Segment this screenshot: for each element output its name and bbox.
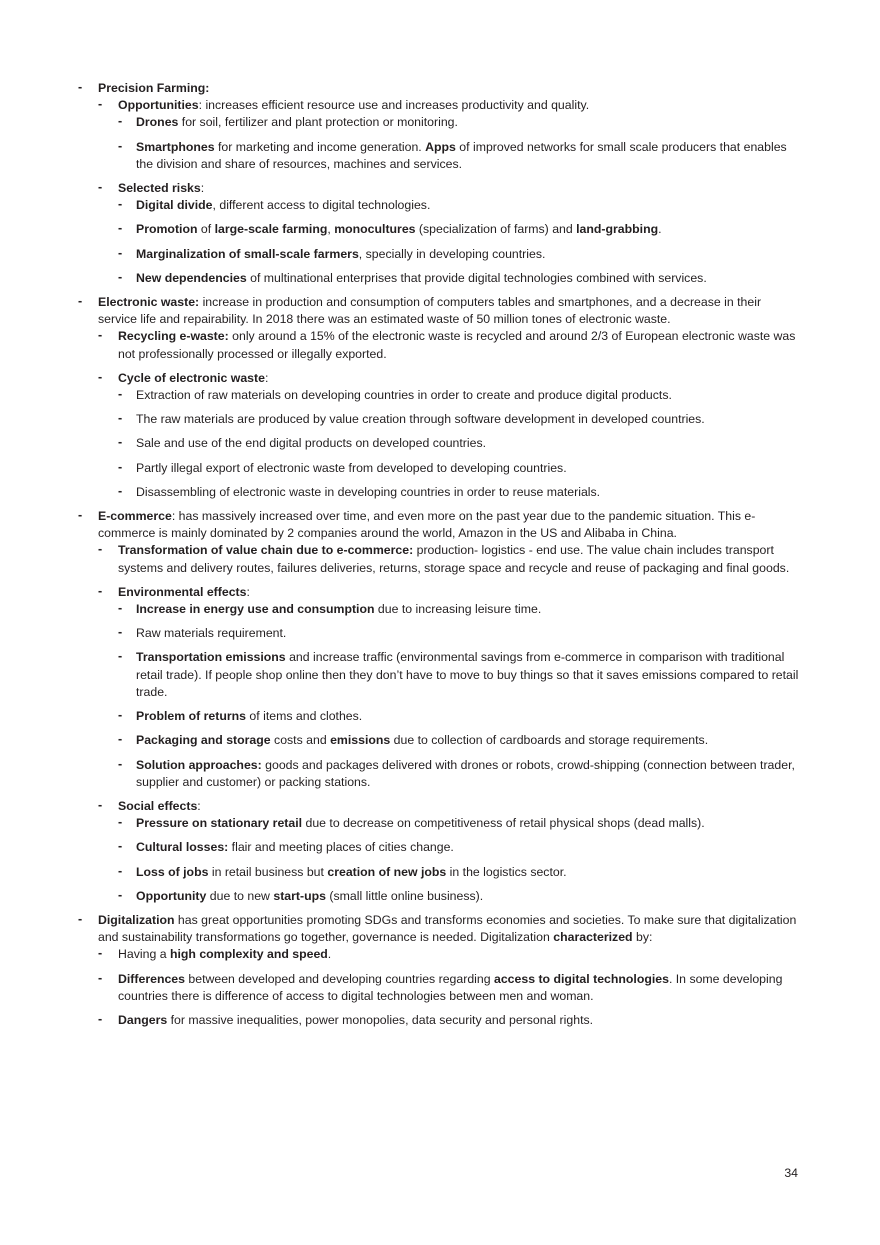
outline-sublist-level-2: [98, 97, 800, 287]
outline-item-disassembling: [118, 484, 800, 501]
body-text: of multinational enterprises that provide digital technologies combined with services.: [246, 270, 707, 285]
outline-item-transportation-emissions: [118, 649, 800, 701]
outline-item-transformation-value-chain: [98, 542, 800, 576]
outline-item-text: [136, 460, 800, 477]
dash-bullet-icon: -: [118, 138, 123, 153]
dash-bullet-icon: -: [98, 797, 103, 812]
dash-bullet-icon: -: [118, 221, 123, 236]
outline-item-text: [136, 708, 800, 725]
body-text: , specially in developing countries.: [358, 246, 546, 261]
emphasis-text: Problem of returns: [136, 709, 247, 724]
emphasis-text: Differences: [118, 971, 185, 986]
emphasis-text: Dangers: [118, 1012, 168, 1027]
page-number: 34: [784, 1166, 798, 1180]
body-text: :: [264, 370, 269, 385]
body-text: Sale and use of the end digital products on developed countries.: [136, 436, 487, 451]
outline-item-text: [118, 1012, 800, 1029]
outline-item-increase-energy-use: [118, 601, 800, 618]
outline-item-text: [136, 411, 800, 428]
emphasis-text: Promotion: [136, 222, 198, 237]
dash-bullet-icon: -: [98, 369, 103, 384]
body-text: Extraction of raw materials on developing countries in order to create and produce digital products.: [136, 388, 672, 403]
emphasis-text: Opportunity: [136, 888, 207, 903]
outline-item-text: [118, 180, 800, 197]
outline-sublist-level-2: [98, 328, 800, 501]
body-text: of items and clothes.: [246, 709, 363, 724]
dash-bullet-icon: -: [118, 601, 123, 616]
outline-item-text: [118, 328, 800, 362]
body-text: increase in production and consumption of computers tables and smartphones, and a decrease in their service life and repairability. In 2018 there was an estimated waste of 50 million tones of electronic waste.: [98, 295, 762, 327]
dash-bullet-icon: -: [118, 197, 123, 212]
emphasis-text: land-grabbing: [576, 222, 659, 237]
body-text: due to new: [206, 888, 274, 903]
emphasis-text: Pressure on stationary retail: [136, 816, 303, 831]
dash-bullet-icon: -: [78, 911, 83, 926]
emphasis-text: Solution approaches:: [136, 757, 262, 772]
emphasis-text: Social effects: [118, 798, 198, 813]
outline-item-smartphones: [118, 139, 800, 173]
outline-item-electronic-waste: [78, 294, 800, 501]
outline-item-partly-illegal-export: [118, 460, 800, 477]
emphasis-text: Selected risks: [118, 181, 201, 196]
body-text: ,: [327, 222, 335, 237]
body-text: Disassembling of electronic waste in developing countries in order to reuse materials.: [136, 484, 601, 499]
dash-bullet-icon: -: [118, 435, 123, 450]
body-text: .: [658, 222, 662, 237]
dash-bullet-icon: -: [118, 732, 123, 747]
emphasis-text: Opportunities: [118, 98, 199, 113]
emphasis-text: large-scale farming: [214, 222, 328, 237]
outline-item-text: [136, 864, 800, 881]
body-text: for massive inequalities, power monopolies, data security and personal rights.: [167, 1012, 594, 1027]
dash-bullet-icon: -: [118, 114, 123, 129]
body-text: Raw materials requirement.: [136, 626, 287, 641]
outline-item-sale-and-use: [118, 435, 800, 452]
emphasis-text: Drones: [136, 115, 179, 130]
dash-bullet-icon: -: [78, 294, 83, 309]
emphasis-text: Electronic waste:: [98, 295, 200, 310]
outline-item-text: [136, 601, 800, 618]
emphasis-text: Transportation emissions: [136, 650, 286, 665]
dash-bullet-icon: -: [118, 625, 123, 640]
emphasis-text: Digital divide: [136, 198, 213, 213]
body-text: , different access to digital technologies.: [212, 198, 431, 213]
outline-item-differences-developed-developing: [98, 971, 800, 1005]
emphasis-text: Increase in energy use and consumption: [136, 602, 375, 617]
body-text: .: [327, 947, 332, 962]
dash-bullet-icon: -: [78, 80, 83, 94]
outline-item-text: [98, 508, 800, 542]
body-text: :: [200, 181, 205, 196]
outline-item-text: [98, 912, 800, 946]
body-text: for soil, fertilizer and plant protection or monitoring.: [178, 115, 458, 130]
dash-bullet-icon: -: [98, 970, 103, 985]
emphasis-text: Marginalization of small-scale farmers: [136, 246, 359, 261]
outline-item-text: [118, 542, 800, 576]
outline-item-text: [118, 798, 800, 815]
emphasis-text: New dependencies: [136, 270, 247, 285]
body-text: goods and packages delivered with drones or robots, crowd-shipping (connection between trader, supplier and customer) or packing stations.: [136, 757, 795, 789]
dash-bullet-icon: -: [118, 815, 123, 830]
body-text: :: [246, 584, 250, 599]
body-text: (small little online business).: [325, 888, 484, 903]
body-text: Partly illegal export of electronic waste from developed to developing countries.: [136, 460, 567, 475]
outline-item-precision-farming: [78, 80, 800, 287]
outline-item-cycle-of-electronic-waste: [98, 370, 800, 501]
emphasis-text: monocultures: [334, 222, 416, 237]
outline-item-promotion: [118, 221, 800, 238]
outline-sublist-level-3: [118, 815, 800, 905]
outline-item-text: [98, 294, 800, 328]
body-text: in retail business but: [208, 864, 328, 879]
emphasis-text: high complexity and speed: [169, 947, 328, 962]
body-text: has great opportunities promoting SDGs and transforms economies and societies. To make sure that digitalization and sustainability transformations go together, governance is needed. Digitalization: [98, 912, 797, 945]
dash-bullet-icon: -: [118, 245, 123, 260]
outline-item-text: [118, 370, 800, 387]
outline-item-text: [136, 387, 800, 404]
outline-item-text: [136, 815, 800, 832]
outline-list: [78, 80, 800, 1029]
dash-bullet-icon: -: [118, 839, 123, 854]
dash-bullet-icon: -: [118, 483, 123, 498]
body-text: due to increasing leisure time.: [374, 602, 542, 617]
outline-item-environmental-effects: [98, 584, 800, 791]
body-text: . In some developing countries there is difference of access to digital technologies between men and woman.: [118, 971, 783, 1003]
dash-bullet-icon: -: [118, 887, 123, 902]
dash-bullet-icon: -: [118, 411, 123, 426]
outline-item-text: [136, 888, 800, 905]
outline-item-text: [136, 270, 800, 287]
outline-item-raw-materials-requirement: [118, 625, 800, 642]
outline-item-drones: [118, 114, 800, 131]
outline-item-extraction-raw-materials: [118, 387, 800, 404]
outline-item-high-complexity-and-speed: [98, 946, 800, 963]
body-text: (specialization of farms) and: [415, 222, 577, 237]
outline-item-selected-risks: [98, 180, 800, 287]
body-text: The raw materials are produced by value creation through software development in developed countries.: [136, 412, 705, 427]
outline-sublist-level-3: [118, 387, 800, 501]
outline-content: [78, 80, 800, 1036]
dash-bullet-icon: -: [118, 863, 123, 878]
dash-bullet-icon: -: [98, 97, 103, 112]
body-text: production- logistics - end use. The value chain includes transport systems and delivery routes, failures deliveries, returns, storage space and recycle and reuse of packaging and final goods.: [118, 543, 790, 575]
dash-bullet-icon: -: [118, 649, 123, 664]
outline-item-text: [118, 584, 800, 601]
outline-item-marginalization: [118, 246, 800, 263]
outline-item-opportunity-start-ups: [118, 888, 800, 905]
outline-item-text: [136, 625, 800, 642]
outline-item-dangers: [98, 1012, 800, 1029]
dash-bullet-icon: -: [98, 1011, 103, 1026]
dash-bullet-icon: -: [98, 946, 103, 961]
outline-item-loss-of-jobs: [118, 864, 800, 881]
dash-bullet-icon: -: [98, 328, 103, 343]
outline-item-digital-divide: [118, 197, 800, 214]
outline-sublist-level-2: [98, 946, 800, 1029]
emphasis-text: Cycle of electronic waste: [118, 370, 265, 385]
outline-item-text: [136, 435, 800, 452]
outline-item-text: [136, 114, 800, 131]
outline-item-text: [136, 221, 800, 238]
outline-item-solution-approaches: [118, 757, 800, 791]
dash-bullet-icon: -: [118, 756, 123, 771]
body-text: : increases efficient resource use and increases productivity and quality.: [198, 98, 590, 113]
emphasis-text: Recycling e-waste:: [118, 329, 229, 344]
outline-sublist-level-3: [118, 601, 800, 791]
emphasis-text: Loss of jobs: [136, 864, 209, 879]
outline-item-text: [136, 197, 800, 214]
dash-bullet-icon: -: [78, 508, 83, 523]
dash-bullet-icon: -: [118, 708, 123, 723]
emphasis-text: characterized: [553, 930, 633, 945]
outline-sublist-level-3: [118, 114, 800, 173]
outline-item-text: [136, 839, 800, 856]
body-text: between developed and developing countries regarding: [184, 971, 494, 986]
outline-item-new-dependencies: [118, 270, 800, 287]
body-text: flair and meeting places of cities change.: [228, 840, 454, 855]
emphasis-text: Smartphones: [136, 139, 215, 154]
outline-item-digitalization: [78, 912, 800, 1029]
emphasis-text: start-ups: [273, 888, 326, 903]
emphasis-text: emissions: [330, 733, 391, 748]
outline-item-text: [98, 80, 800, 97]
outline-item-e-commerce: [78, 508, 800, 905]
emphasis-text: Environmental effects: [118, 584, 247, 599]
emphasis-text: Packaging and storage: [136, 733, 271, 748]
emphasis-text: Transformation of value chain due to e-commerce:: [118, 543, 414, 558]
outline-item-text: [136, 757, 800, 791]
body-text: of: [197, 222, 215, 237]
body-text: Having a: [118, 947, 170, 962]
dash-bullet-icon: -: [118, 387, 123, 402]
body-text: and increase traffic (environmental savings from e-commerce in comparison with traditional retail trade). If people shop online then they don’t have to move to buy things so that it saves emissions compared to retail trade.: [136, 650, 799, 699]
outline-item-text: [136, 649, 800, 701]
body-text: only around a 15% of the electronic waste is recycled and around 2/3 of European electronic waste was not professionally processed or illegally exported.: [118, 329, 796, 361]
outline-item-problem-of-returns: [118, 708, 800, 725]
body-text: :: [197, 798, 201, 813]
outline-item-pressure-stationary-retail: [118, 815, 800, 832]
outline-item-cultural-losses: [118, 839, 800, 856]
dash-bullet-icon: -: [98, 583, 103, 598]
emphasis-text: creation of new jobs: [327, 864, 447, 879]
body-text: : has massively increased over time, and even more on the past year due to the pandemic situation. This e-commerce is mainly dominated by 2 companies around the world, Amazon in the US and Alibaba in China.: [98, 509, 756, 541]
outline-item-recycling-e-waste: [98, 328, 800, 362]
outline-item-text: [136, 732, 800, 749]
emphasis-text: Precision Farming:: [98, 81, 210, 95]
body-text: by:: [632, 930, 653, 945]
dash-bullet-icon: -: [98, 180, 103, 195]
outline-item-text: [118, 971, 800, 1005]
outline-item-text: [136, 484, 800, 501]
outline-sublist-level-2: [98, 542, 800, 904]
body-text: of improved networks for small scale producers that enables the division and share of resources, machines and services.: [136, 139, 787, 171]
emphasis-text: Digitalization: [98, 912, 175, 927]
emphasis-text: access to digital technologies: [494, 971, 669, 986]
body-text: due to decrease on competitiveness of retail physical shops (dead malls).: [302, 816, 705, 831]
outline-item-text: [136, 139, 800, 173]
dash-bullet-icon: -: [98, 542, 103, 557]
body-text: for marketing and income generation.: [214, 139, 426, 154]
body-text: in the logistics sector.: [446, 864, 567, 879]
dash-bullet-icon: -: [118, 269, 123, 284]
emphasis-text: Apps: [425, 139, 456, 154]
outline-item-social-effects: [98, 798, 800, 905]
emphasis-text: Cultural losses:: [136, 840, 229, 855]
outline-item-raw-materials-value-creation: [118, 411, 800, 428]
emphasis-text: E-commerce: [98, 509, 172, 524]
outline-sublist-level-3: [118, 197, 800, 287]
outline-item-text: [118, 97, 800, 114]
outline-item-text: [136, 246, 800, 263]
outline-item-packaging-and-storage: [118, 732, 800, 749]
outline-item-opportunities: [98, 97, 800, 173]
body-text: due to collection of cardboards and storage requirements.: [390, 733, 709, 748]
dash-bullet-icon: -: [118, 459, 123, 474]
outline-item-text: [118, 946, 800, 963]
body-text: costs and: [270, 733, 331, 748]
